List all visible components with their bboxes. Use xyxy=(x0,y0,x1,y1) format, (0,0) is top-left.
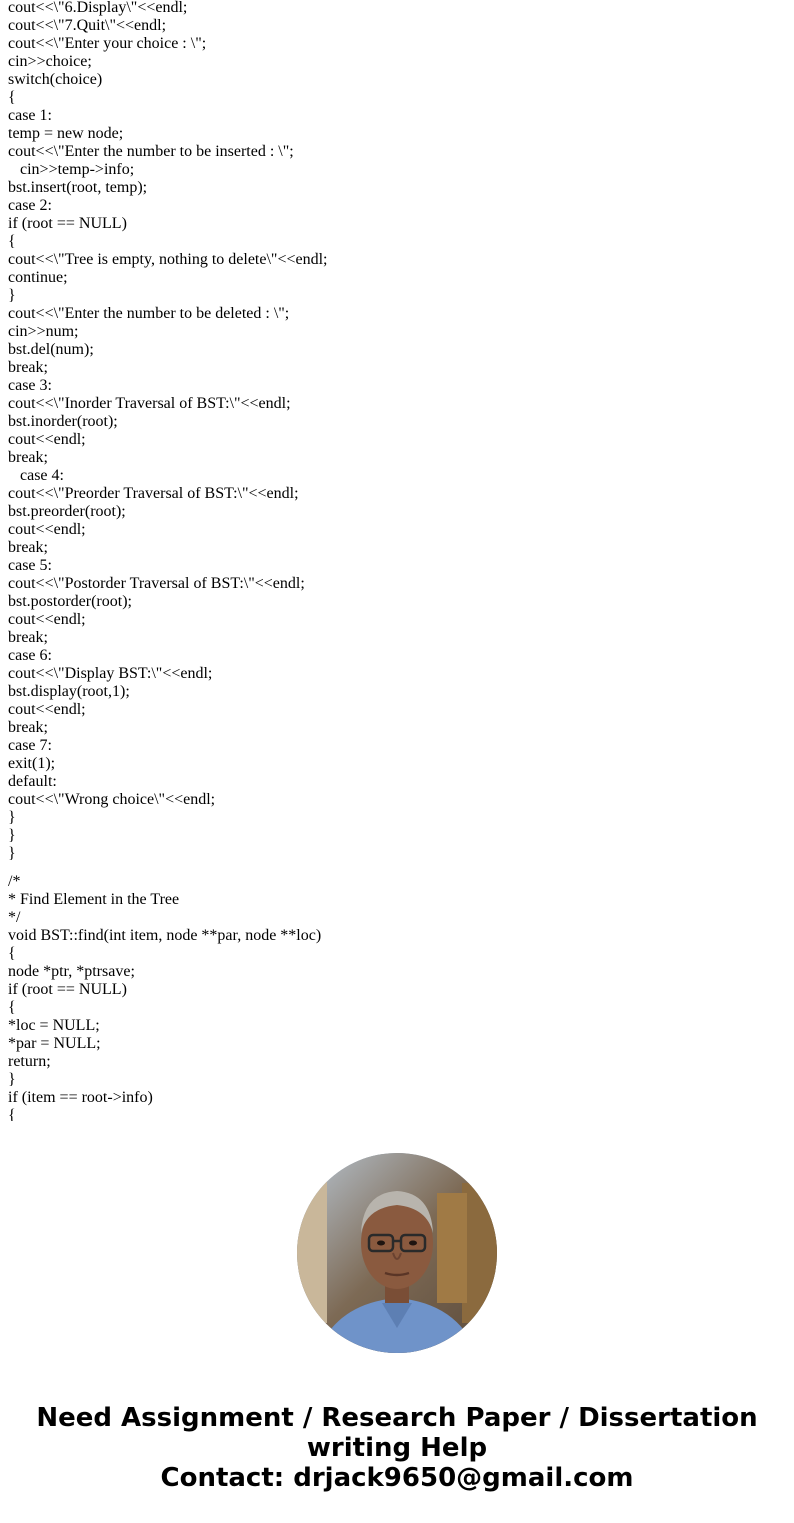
code-line: case 3: xyxy=(8,377,52,394)
code-line: cout<<\"6.Display\"<<endl; xyxy=(8,0,188,16)
code-line: cout<<\"Enter your choice : \"; xyxy=(8,35,207,52)
code-line: bst.del(num); xyxy=(8,341,94,358)
code-line: } xyxy=(8,287,16,304)
code-line: { xyxy=(8,945,16,962)
code-line: case 7: xyxy=(8,737,52,754)
code-line: default: xyxy=(8,773,57,790)
code-line: *loc = NULL; xyxy=(8,1017,100,1034)
code-line: } xyxy=(8,845,16,862)
code-line: cin>>choice; xyxy=(8,53,92,70)
contact-email: Contact: drjack9650@gmail.com xyxy=(160,1463,634,1493)
code-listing xyxy=(8,0,788,1121)
code-line: cout<<\"Preorder Traversal of BST:\"<<endl; xyxy=(8,485,299,502)
code-line: cout<<\"Display BST:\"<<endl; xyxy=(8,665,213,682)
code-line: break; xyxy=(8,539,48,556)
code-line xyxy=(8,863,788,873)
code-line: case 4: xyxy=(8,467,64,484)
code-line: { xyxy=(8,1107,16,1121)
contact-banner xyxy=(0,1403,794,1493)
code-line: cin>>num; xyxy=(8,323,79,340)
code-line: cout<<\"Tree is empty, nothing to delete\"<<endl; xyxy=(8,251,328,268)
code-line: bst.insert(root, temp); xyxy=(8,179,148,196)
code-line: exit(1); xyxy=(8,755,56,772)
banner-line-2: writing Help xyxy=(306,1433,488,1463)
code-line: cin>>temp->info; xyxy=(8,161,135,178)
code-line: node *ptr, *ptrsave; xyxy=(8,963,135,980)
code-line: cout<<\"Enter the number to be deleted : \"; xyxy=(8,305,290,322)
code-line: */ xyxy=(8,909,21,926)
code-line: cout<<\"Wrong choice\"<<endl; xyxy=(8,791,216,808)
code-line: if (item == root->info) xyxy=(8,1089,153,1106)
code-line: bst.inorder(root); xyxy=(8,413,118,430)
code-line: { xyxy=(8,89,16,106)
code-line: case 6: xyxy=(8,647,52,664)
code-line: * Find Element in the Tree xyxy=(8,891,180,908)
person-photo-icon xyxy=(297,1153,497,1353)
code-line: break; xyxy=(8,629,48,646)
code-line: cout<<endl; xyxy=(8,521,86,538)
code-line: void BST::find(int item, node **par, node **loc) xyxy=(8,927,322,944)
code-line: temp = new node; xyxy=(8,125,124,142)
code-line: bst.postorder(root); xyxy=(8,593,132,610)
code-line: } xyxy=(8,809,16,826)
code-line: case 5: xyxy=(8,557,52,574)
code-line: break; xyxy=(8,359,48,376)
code-line: cout<<\"7.Quit\"<<endl; xyxy=(8,17,167,34)
code-line: case 2: xyxy=(8,197,52,214)
code-line: continue; xyxy=(8,269,68,286)
code-line: bst.preorder(root); xyxy=(8,503,126,520)
code-line: cout<<\"Inorder Traversal of BST:\"<<endl; xyxy=(8,395,291,412)
code-line: *par = NULL; xyxy=(8,1035,101,1052)
code-line: cout<<\"Enter the number to be inserted : \"; xyxy=(8,143,294,160)
code-line: switch(choice) xyxy=(8,71,103,88)
code-line: cout<<endl; xyxy=(8,701,86,718)
code-line: cout<<\"Postorder Traversal of BST:\"<<endl; xyxy=(8,575,305,592)
code-line: } xyxy=(8,1071,16,1088)
code-line: /* xyxy=(8,873,21,890)
code-line: case 1: xyxy=(8,107,52,124)
code-line: { xyxy=(8,999,16,1016)
code-line: if (root == NULL) xyxy=(8,981,127,998)
code-line: cout<<endl; xyxy=(8,431,86,448)
banner-line-1: Need Assignment / Research Paper / Dissertation xyxy=(36,1403,758,1433)
code-line: break; xyxy=(8,449,48,466)
code-line: break; xyxy=(8,719,48,736)
code-line: { xyxy=(8,233,16,250)
author-avatar xyxy=(297,1153,497,1353)
code-line: cout<<endl; xyxy=(8,611,86,628)
code-line: } xyxy=(8,827,16,844)
code-line: return; xyxy=(8,1053,51,1070)
code-line: if (root == NULL) xyxy=(8,215,127,232)
code-line: bst.display(root,1); xyxy=(8,683,130,700)
